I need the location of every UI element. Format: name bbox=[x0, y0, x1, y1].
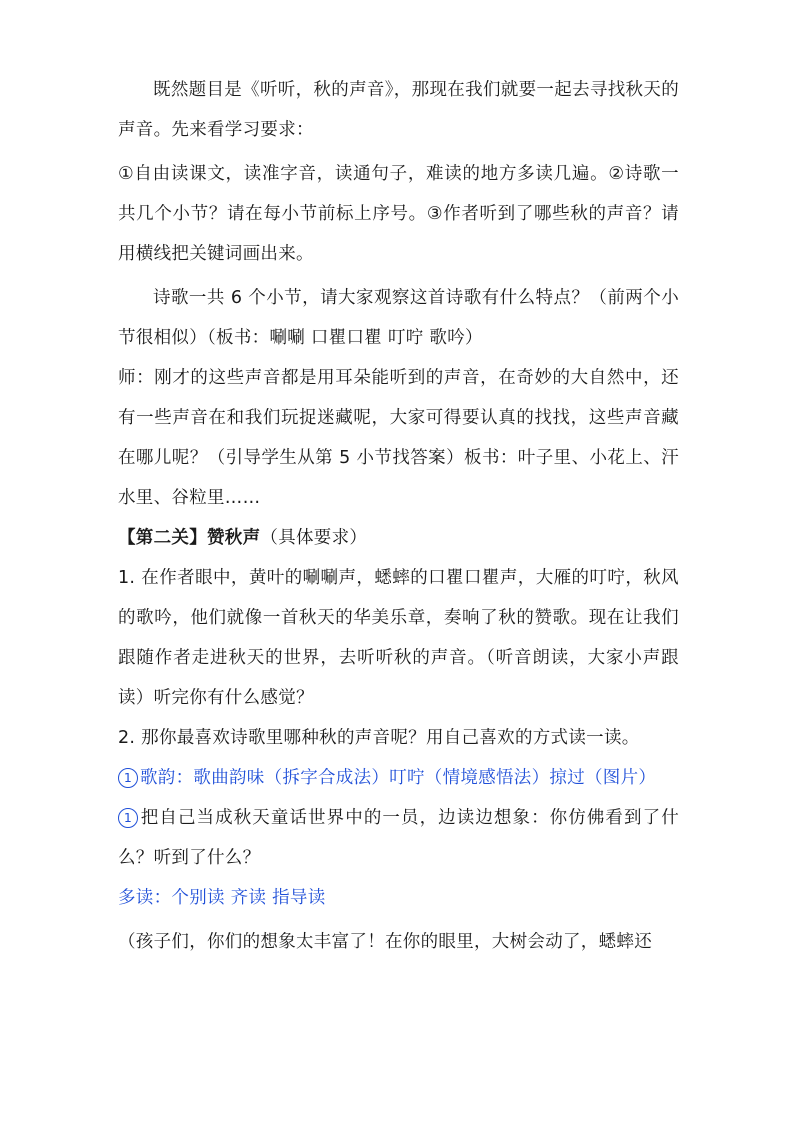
circled-number-marker: 1 bbox=[118, 808, 138, 828]
geyun-line bbox=[118, 758, 679, 798]
duodu-line: 多读：个别读 齐读 指导读 bbox=[118, 888, 326, 908]
geyun-text: 歌韵：歌曲韵味（拆字合成法）叮咛（情境感悟法）掠过（图片） bbox=[140, 768, 657, 788]
section-heading-note: （具体要求） bbox=[260, 528, 368, 548]
list-item-1: 1. 在作者眼中，黄叶的唰唰声，蟋蟀的口瞿口瞿声，大雁的叮咛，秋风的歌吟，他们就像一首秋天的华美乐章，奏响了秋的赞歌。现在让我们跟随作者走进秋天的世界，去听听秋的声音。（听音朗读，大家小声跟读）听完你有什么感觉？ bbox=[118, 568, 679, 708]
section-heading bbox=[118, 518, 679, 558]
list-item-2: 2. 那你最喜欢诗歌里哪种秋的声音呢？用自己喜欢的方式读一读。 bbox=[118, 728, 640, 748]
paragraph-poem-features: 诗歌一共 6 个小节，请大家观察这首诗歌有什么特点？（前两个小节很相似）（板书：唰唰 口瞿口瞿 叮咛 歌吟） bbox=[118, 288, 679, 348]
circled-number-marker: 1 bbox=[118, 768, 138, 788]
closing-line: （孩子们，你们的想象太丰富了！在你的眼里，大树会动了，蟋蟀还 bbox=[118, 932, 652, 952]
section-heading-title: 【第二关】赞秋声 bbox=[118, 528, 261, 548]
paragraph-intro: 既然题目是《听听，秋的声音》，那现在我们就要一起去寻找秋天的声音。先来看学习要求： bbox=[118, 80, 679, 140]
paragraph-teacher: 师：刚才的这些声音都是用耳朵能听到的声音，在奇妙的大自然中，还有一些声音在和我们玩捉迷藏呢，大家可得要认真的找找，这些声音藏在哪儿呢？（引导学生从第 5 小节找答案）板书：叶子里、小花上、汗水里、谷粒里…… bbox=[118, 368, 679, 508]
imagine-text: 把自己当成秋天童话世界中的一员，边读边想象：你仿佛看到了什么？听到了什么？ bbox=[118, 808, 679, 868]
imagine-line bbox=[118, 798, 679, 878]
paragraph-requirements: ①自由读课文，读准字音，读通句子，难读的地方多读几遍。②诗歌一共几个小节？请在每小节前标上序号。③作者听到了哪些秋的声音？请用横线把关键词画出来。 bbox=[118, 164, 679, 264]
